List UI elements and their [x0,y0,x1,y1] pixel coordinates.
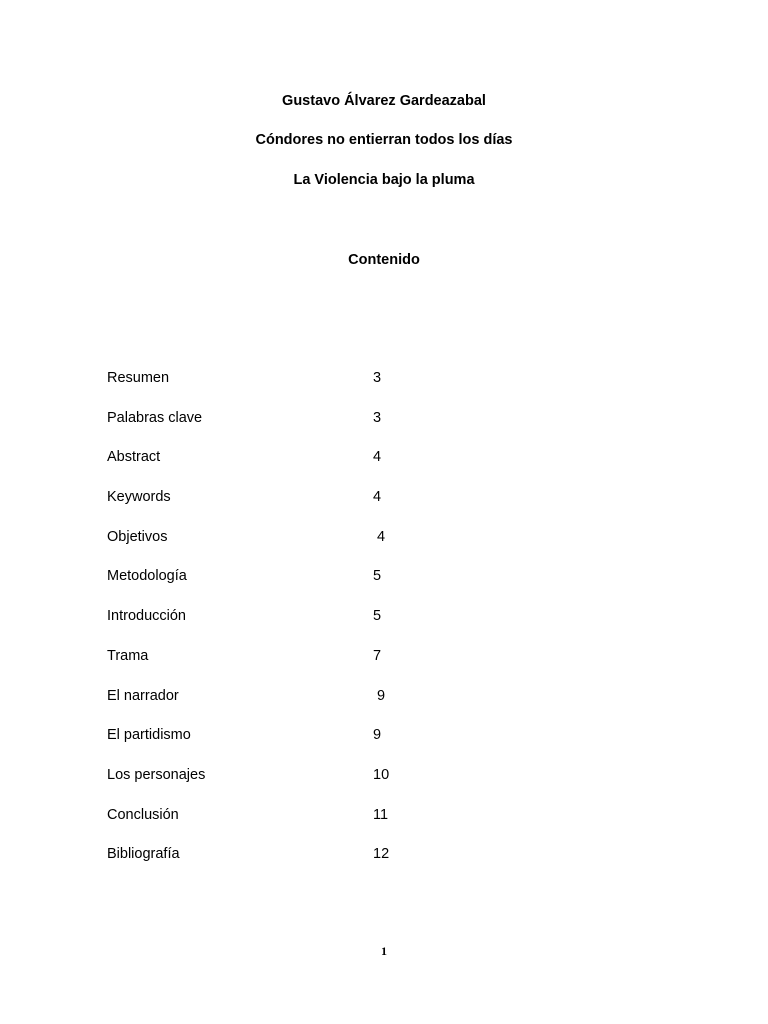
toc-entry [107,647,507,687]
contents-heading: Contenido [348,252,420,268]
toc-entry [107,488,507,528]
toc-entry-label: Palabras clave [107,409,203,426]
toc-entry [107,687,507,727]
toc-entry-page: 4 [373,449,382,466]
author-name: Gustavo Álvarez Gardeazabal [282,93,486,109]
toc-entry [107,528,507,568]
toc-entry [107,806,507,846]
toc-entry-label: Trama [107,647,149,664]
toc-entry [107,726,507,766]
toc-entry-label: Metodología [107,568,187,585]
toc-entry-page: 10 [373,766,390,783]
toc-entry [107,607,507,647]
toc-entry [107,369,507,409]
toc-entry-label: Keywords [107,489,171,506]
toc-entry [107,409,507,449]
toc-entry-page: 9 [373,687,386,704]
toc-entry-page: 12 [373,846,390,863]
toc-entry-page: 3 [373,370,382,386]
toc-entry [107,766,507,806]
toc-entry-label: El partidismo [107,727,191,744]
toc-entry-page: 5 [373,608,382,625]
document-subtitle: La Violencia bajo la pluma [293,172,475,188]
toc-entry-page: 7 [373,647,382,664]
toc-entry-label: Abstract [107,449,161,466]
toc-entry-page: 4 [373,528,386,545]
page-number: 1 [381,944,387,958]
table-of-contents [107,369,507,885]
toc-entry [107,845,507,885]
toc-entry [107,567,507,607]
toc-entry-page: 9 [373,727,382,744]
toc-entry-page: 3 [373,409,382,426]
toc-entry-page: 4 [373,489,382,506]
toc-entry-label: Introducción [107,608,186,625]
toc-entry-label: Bibliografía [107,846,180,863]
toc-entry-label: Los personajes [107,766,206,783]
document-title: Cóndores no entierran todos los días [255,132,513,148]
toc-entry-label: Resumen [107,370,170,386]
toc-entry [107,448,507,488]
toc-entry-label: El narrador [107,687,179,704]
toc-entry-label: Conclusión [107,806,179,823]
toc-entry-label: Objetivos [107,528,168,545]
toc-entry-page: 5 [373,568,382,585]
toc-entry-page: 11 [373,806,389,823]
